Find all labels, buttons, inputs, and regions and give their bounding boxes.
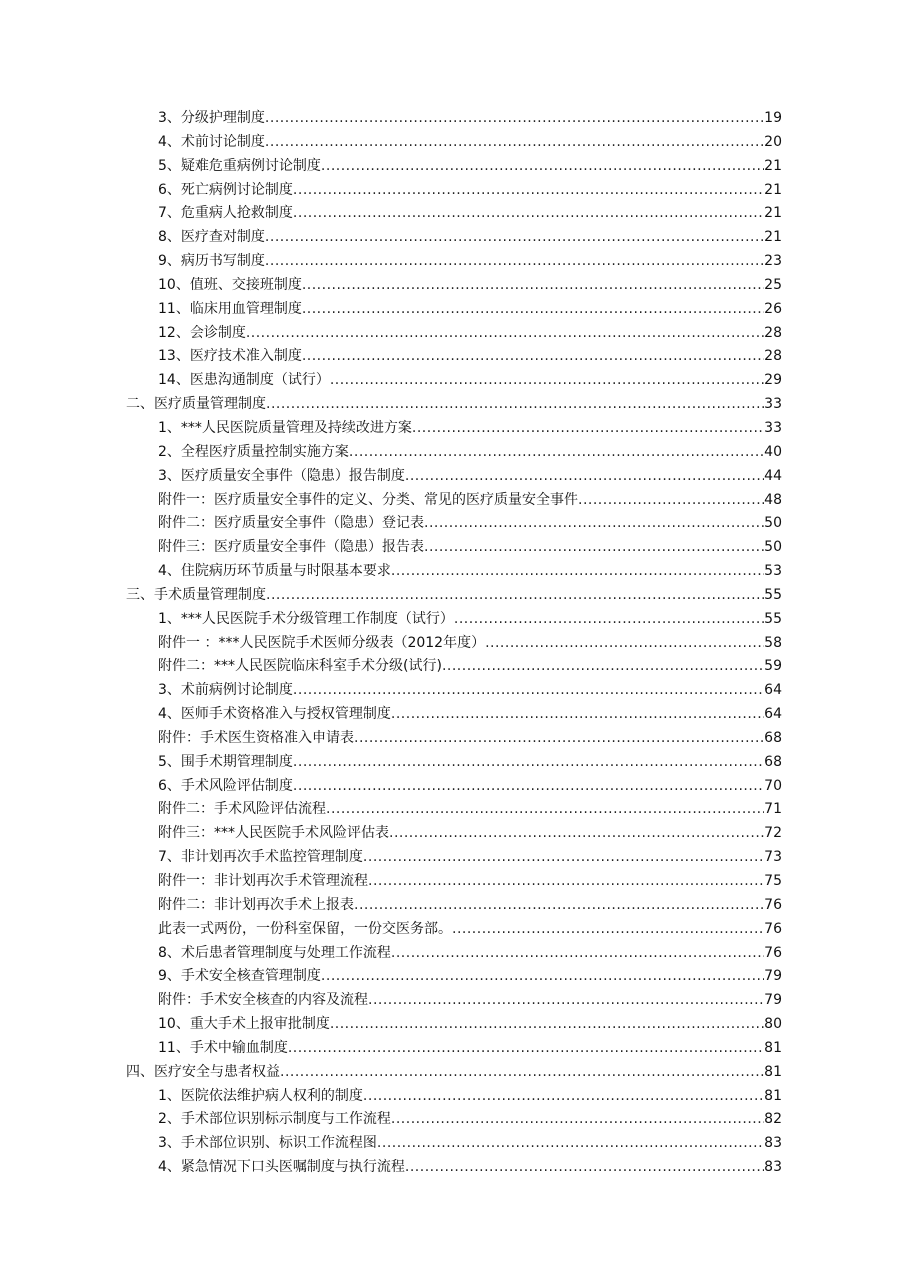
toc-entry [158,894,782,918]
toc-entry [158,655,782,679]
toc-entry-title: 8、医疗查对制度 [158,229,265,246]
toc-dot-leader [280,1061,764,1085]
toc-dot-leader [389,822,764,846]
toc-entry [158,870,782,894]
toc-entry-page-number: 73 [764,849,782,866]
toc-dot-leader [288,1037,764,1061]
toc-entry [158,202,782,226]
toc-entry-page-number: 25 [764,276,782,293]
toc-entry [158,1156,782,1180]
toc-entry-title: 附件：手术安全核查的内容及流程 [158,992,368,1009]
toc-entry [158,489,782,513]
toc-entry-page-number: 72 [764,825,782,842]
toc-entry-title: 5、疑难危重病例讨论制度 [158,157,321,174]
toc-entry [158,989,782,1013]
toc-dot-leader [266,393,764,417]
toc-entry-page-number: 50 [764,515,782,532]
toc-entry [158,1085,782,1109]
toc-entry-page-number: 20 [764,133,782,150]
toc-entry-page-number: 82 [764,1111,782,1128]
toc-entry-title: 1、医院依法维护病人权利的制度 [158,1087,363,1104]
toc-entry-title: 附件三：***人民医院手术风险评估表 [158,825,389,842]
toc-dot-leader [354,727,764,751]
toc-entry-title: 此表一式两份，一份科室保留，一份交医务部。 [158,920,452,937]
toc-entry-title: 附件二：***人民医院临床科室手术分级(试行) [158,658,442,675]
toc-entry-title: 附件一 ：***人民医院手术医师分级表（2012年度） [158,634,486,651]
toc-dot-leader [485,632,764,656]
toc-entry [158,512,782,536]
toc-entry-page-number: 19 [764,110,782,126]
toc-entry [126,1061,782,1085]
toc-entry-title: 7、危重病人抢救制度 [158,205,293,222]
toc-dot-leader [405,465,764,489]
toc-dot-leader [454,608,764,632]
toc-entry-page-number: 23 [764,253,782,270]
toc-entry-title: 12、会诊制度 [158,324,246,341]
toc-dot-leader [391,1108,764,1132]
toc-dot-leader [578,489,764,513]
toc-entry-page-number: 21 [764,181,782,198]
toc-entry-page-number: 59 [764,658,782,675]
toc-entry-title: 四、医疗安全与患者权益 [126,1063,280,1080]
toc-entry-page-number: 26 [764,300,782,317]
toc-entry-title: 8、术后患者管理制度与处理工作流程 [158,944,391,961]
toc-entry [158,369,782,393]
toc-entry-page-number: 76 [764,896,782,913]
toc-dot-leader [302,274,764,298]
toc-entry-page-number: 28 [764,324,782,341]
toc-entry-title: 附件一：非计划再次手术管理流程 [158,873,368,889]
toc-entry [158,727,782,751]
toc-entry-page-number: 76 [764,944,782,961]
toc-entry-title: 10、值班、交接班制度 [158,276,302,293]
toc-entry-page-number: 21 [764,157,782,174]
toc-entry [158,417,782,441]
toc-entry-title: 10、重大手术上报审批制度 [158,1016,330,1033]
toc-entry-page-number: 64 [764,706,782,723]
toc-entry-title: 附件：手术医生资格准入申请表 [158,729,354,746]
toc-entry [158,1037,782,1061]
toc-entry-title: 13、医疗技术准入制度 [158,348,302,365]
toc-dot-leader [266,584,764,608]
toc-entry [158,632,782,656]
toc-dot-leader [293,679,764,703]
toc-entry-title: 4、术前讨论制度 [158,133,265,150]
toc-dot-leader [424,536,764,560]
toc-dot-leader [265,107,764,131]
toc-dot-leader [377,1132,764,1156]
toc-dot-leader [330,1013,764,1037]
toc-entry-page-number: 68 [764,753,782,770]
toc-dot-leader [293,202,764,226]
toc-entry-title: 附件一：医疗质量安全事件的定义、分类、常见的医疗质量安全事件 [158,491,578,508]
toc-entry-title: 6、死亡病例讨论制度 [158,181,293,198]
toc-entry [158,536,782,560]
toc-entry [158,1132,782,1156]
toc-entry [126,393,782,417]
toc-entry-page-number: 55 [764,610,782,627]
toc-entry-title: 11、手术中输血制度 [158,1039,288,1056]
toc-entry-page-number: 28 [764,348,782,365]
toc-entry-title: 附件二：非计划再次手术上报表 [158,896,354,913]
toc-dot-leader [412,417,764,441]
toc-entry-page-number: 75 [764,873,782,889]
toc-entry-page-number: 29 [764,372,782,389]
toc-entry-title: 9、病历书写制度 [158,253,265,270]
toc-entry [158,1108,782,1132]
toc-entry-page-number: 83 [764,1159,782,1176]
toc-entry-page-number: 55 [764,586,782,603]
toc-entry-page-number: 83 [764,1135,782,1152]
toc-dot-leader [330,369,764,393]
toc-dot-leader [391,942,764,966]
toc-entry [158,274,782,298]
toc-entry-title: 3、术前病例讨论制度 [158,682,293,699]
toc-entry [158,155,782,179]
toc-entry [158,131,782,155]
toc-dot-leader [293,179,764,203]
toc-entry [158,822,782,846]
toc-dot-leader [326,798,764,822]
toc-entry-page-number: 21 [764,229,782,246]
toc-entry-page-number: 33 [764,419,782,436]
toc-entry-title: 4、医师手术资格准入与授权管理制度 [158,706,391,723]
toc-entry [158,846,782,870]
toc-entry-title: 2、全程医疗质量控制实施方案 [158,443,349,460]
toc-dot-leader [442,655,764,679]
toc-dot-leader [293,775,764,799]
toc-dot-leader [321,155,764,179]
toc-entry [158,775,782,799]
toc-entry-page-number: 53 [764,563,782,580]
toc-entry-title: 7、非计划再次手术监控管理制度 [158,849,363,866]
toc-dot-leader [363,846,764,870]
toc-entry [126,584,782,608]
toc-entry-title: 5、围手术期管理制度 [158,753,293,770]
toc-dot-leader [265,131,764,155]
toc-entry-page-number: 68 [764,729,782,746]
toc-entry-page-number: 64 [764,682,782,699]
toc-entry [158,1013,782,1037]
toc-entry-title: 1、***人民医院质量管理及持续改进方案 [158,419,412,436]
toc-dot-leader [246,322,764,346]
toc-entry [158,965,782,989]
toc-dot-leader [265,250,764,274]
toc-entry-title: 3、医疗质量安全事件（隐患）报告制度 [158,467,405,484]
toc-entry-title: 6、手术风险评估制度 [158,777,293,794]
toc-dot-leader [391,703,764,727]
toc-entry-title: 9、手术安全核查管理制度 [158,968,321,985]
toc-dot-leader [293,751,764,775]
toc-dot-leader [265,226,764,250]
toc-entry-title: 4、紧急情况下口头医嘱制度与执行流程 [158,1159,405,1176]
toc-dot-leader [424,512,764,536]
toc-entry-title: 附件二：手术风险评估流程 [158,801,326,818]
toc-dot-leader [368,870,764,894]
toc-entry-page-number: 33 [764,396,782,413]
toc-entry-title: 二、医疗质量管理制度 [126,396,266,413]
toc-entry-page-number: 71 [764,801,782,818]
toc-entry-title: 附件三：医疗质量安全事件（隐患）报告表 [158,539,424,556]
toc-entry-page-number: 80 [764,1016,782,1033]
toc-entry [158,918,782,942]
toc-entry-page-number: 81 [764,1063,782,1080]
toc-entry-page-number: 40 [764,443,782,460]
toc-dot-leader [349,441,764,465]
toc-entry [158,608,782,632]
toc-entry-page-number: 44 [764,467,782,484]
toc-dot-leader [405,1156,764,1180]
toc-entry [158,298,782,322]
toc-entry-page-number: 48 [764,491,782,508]
toc-entry-title: 2、手术部位识别标示制度与工作流程 [158,1111,391,1128]
toc-dot-leader [302,345,764,369]
toc-entry-title: 三、手术质量管理制度 [126,586,266,603]
toc-dot-leader [302,298,764,322]
toc-entry [158,226,782,250]
toc-entry-page-number: 70 [764,777,782,794]
toc-entry-page-number: 21 [764,205,782,222]
toc-entry [158,345,782,369]
toc-dot-leader [363,1085,764,1109]
toc-dot-leader [321,965,764,989]
toc-entry [158,798,782,822]
toc-entry-title: 3、分级护理制度 [158,110,265,126]
toc-entry-page-number: 81 [764,1039,782,1056]
toc-dot-leader [391,560,764,584]
toc-entry [158,441,782,465]
toc-entry-page-number: 81 [764,1087,782,1104]
toc-entry [158,465,782,489]
toc-entry [158,250,782,274]
toc-entry-page-number: 79 [764,968,782,985]
toc-entry [158,751,782,775]
toc-entry [158,179,782,203]
toc-entry-title: 4、住院病历环节质量与时限基本要求 [158,563,391,580]
toc-entry-title: 11、临床用血管理制度 [158,300,302,317]
toc-dot-leader [452,918,764,942]
toc-entry [158,322,782,346]
toc-entry-page-number: 79 [764,992,782,1009]
toc-entry-title: 附件二：医疗质量安全事件（隐患）登记表 [158,515,424,532]
toc-entry [158,703,782,727]
toc-entry [158,107,782,131]
toc-entry-title: 3、手术部位识别、标识工作流程图 [158,1135,377,1152]
toc-entry-page-number: 58 [764,634,782,651]
table-of-contents [0,107,910,1180]
toc-entry [158,679,782,703]
toc-dot-leader [354,894,764,918]
toc-entry-title: 1、***人民医院手术分级管理工作制度（试行） [158,610,454,627]
toc-entry-page-number: 76 [764,920,782,937]
toc-entry-title: 14、医患沟通制度（试行） [158,372,330,389]
toc-entry-page-number: 50 [764,539,782,556]
toc-entry [158,942,782,966]
toc-entry [158,560,782,584]
toc-dot-leader [368,989,764,1013]
